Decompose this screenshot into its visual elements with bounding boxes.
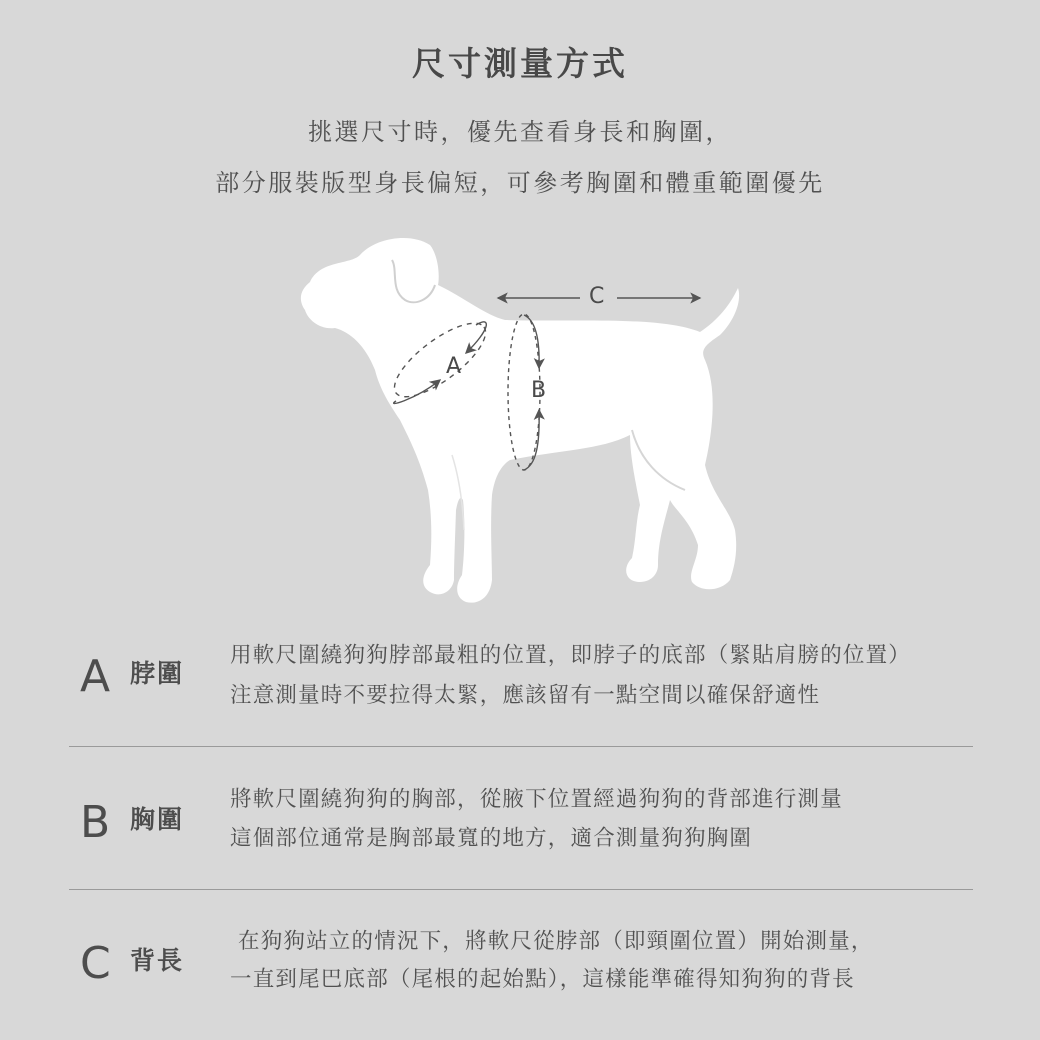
measurement-name: 脖圍 <box>130 659 185 688</box>
diagram-label-a: A <box>446 354 462 379</box>
measurement-desc-line-2: 一直到尾巴底部（尾根的起始點），這樣能準確得知狗狗的背長 <box>230 967 855 992</box>
measurement-name: 胸圍 <box>130 805 185 834</box>
measurement-letter: A <box>80 651 111 702</box>
subtitle-line-2: 部分服裝版型身長偏短，可參考胸圍和體重範圍優先 <box>215 169 825 197</box>
dog-measurement-diagram <box>280 220 760 620</box>
measurement-desc-line-2: 注意測量時不要拉得太緊，應該留有一點空間以確保舒適性 <box>230 683 821 708</box>
page-title: 尺寸測量方式 <box>412 44 628 83</box>
divider <box>69 889 973 890</box>
measurement-letter: C <box>80 938 111 989</box>
measurement-desc-line-2: 這個部位通常是胸部最寬的地方，適合測量狗狗胸圍 <box>230 826 753 851</box>
diagram-label-c: C <box>589 284 605 309</box>
measurement-name: 背長 <box>130 946 185 975</box>
diagram-label-b: B <box>531 378 547 403</box>
subtitle-line-1: 挑選尺寸時，優先查看身長和胸圍， <box>308 118 732 146</box>
divider <box>69 746 973 747</box>
measurement-desc-line-1: 用軟尺圍繞狗狗脖部最粗的位置，即脖子的底部（緊貼肩膀的位置） <box>230 643 912 668</box>
dog-silhouette-icon <box>280 220 760 620</box>
measurement-letter: B <box>80 797 111 848</box>
measurement-desc-line-1: 在狗狗站立的情況下，將軟尺從脖部（即頸圍位置）開始測量， <box>238 929 874 954</box>
measurement-desc-line-1: 將軟尺圍繞狗狗的胸部，從腋下位置經過狗狗的背部進行測量 <box>230 787 843 812</box>
